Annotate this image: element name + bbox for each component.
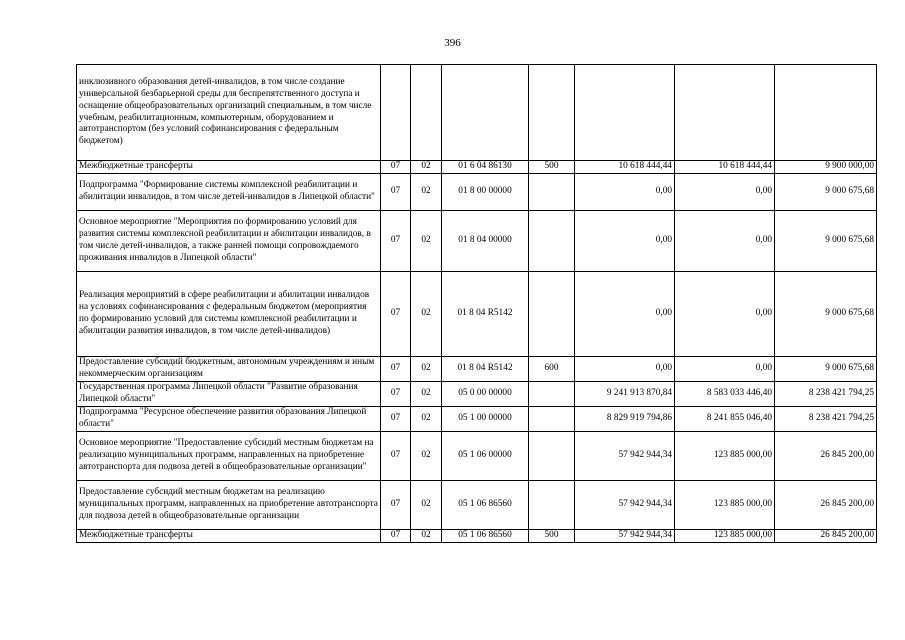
- section-cell: 07: [381, 161, 411, 174]
- row-name: Реализация мероприятий в сфере реабилитации и абилитации инвалидов на условиях софинансирования с федеральным бюджетом (мероприятия по формированию условий для системы комплексной реабилитации и абилитации развития инвалидов, в том числе детей-инвалидов): [77, 272, 381, 357]
- amount-year2-cell: 8 583 033 446,40: [675, 382, 775, 407]
- amount-year1-cell: 0,00: [575, 272, 675, 357]
- page-number: 396: [444, 37, 461, 49]
- subsection-cell: [411, 65, 442, 161]
- amount-year2-cell: 0,00: [675, 357, 775, 382]
- amount-year3-cell: 8 238 421 794,25: [775, 407, 877, 432]
- budget-table: [76, 64, 877, 543]
- section-cell: 07: [381, 272, 411, 357]
- section-cell: 07: [381, 357, 411, 382]
- amount-year1-cell: 0,00: [575, 211, 675, 272]
- row-name: инклюзивного образования детей-инвалидов, в том числе создание универсальной безбарьерной среды для беспрепятственного доступа и оснащение общеобразовательных организаций специальным, в том числе учебным, реабилитационным, компьютерным, оборудованием и автотранспортом (без условий софинансирования с федеральным бюджетом): [77, 65, 381, 161]
- subsection-cell: 02: [411, 530, 442, 543]
- amount-year3-cell: 9 000 675,68: [775, 357, 877, 382]
- section-cell: 07: [381, 211, 411, 272]
- row-name: Межбюджетные трансферты: [77, 161, 381, 174]
- expense-type-cell: [529, 174, 575, 211]
- expense-type-cell: [529, 432, 575, 481]
- subsection-cell: 02: [411, 357, 442, 382]
- amount-year3-cell: 9 000 675,68: [775, 211, 877, 272]
- amount-year1-cell: 8 829 919 794,86: [575, 407, 675, 432]
- amount-year1-cell: 9 241 913 870,84: [575, 382, 675, 407]
- amount-year3-cell: 26 845 200,00: [775, 481, 877, 530]
- subsection-cell: 02: [411, 211, 442, 272]
- amount-year3-cell: 26 845 200,00: [775, 432, 877, 481]
- target-article-cell: 01 8 04 00000: [442, 211, 529, 272]
- amount-year1-cell: 0,00: [575, 174, 675, 211]
- table-row: [77, 174, 877, 211]
- subsection-cell: 02: [411, 432, 442, 481]
- section-cell: 07: [381, 407, 411, 432]
- amount-year2-cell: 123 885 000,00: [675, 530, 775, 543]
- row-name: Предоставление субсидий местным бюджетам на реализацию муниципальных программ, направленных на приобретение автотранспорта для подвоза детей в общеобразовательные организации: [77, 481, 381, 530]
- amount-year1-cell: 57 942 944,34: [575, 432, 675, 481]
- target-article-cell: 05 1 00 00000: [442, 407, 529, 432]
- amount-year3-cell: 9 000 675,68: [775, 272, 877, 357]
- subsection-cell: 02: [411, 174, 442, 211]
- expense-type-cell: 500: [529, 161, 575, 174]
- target-article-cell: 05 1 06 00000: [442, 432, 529, 481]
- row-name: Подпрограмма "Ресурсное обеспечение развития образования Липецкой области": [77, 407, 381, 432]
- row-name: Предоставление субсидий бюджетным, автономным учреждениям и иным некоммерческим организациям: [77, 357, 381, 382]
- expense-type-cell: [529, 272, 575, 357]
- amount-year1-cell: [575, 65, 675, 161]
- target-article-cell: 01 8 04 R5142: [442, 272, 529, 357]
- table-row: [77, 65, 877, 161]
- amount-year3-cell: 8 238 421 794,25: [775, 382, 877, 407]
- row-name: Подпрограмма "Формирование системы комплексной реабилитации и абилитации инвалидов, в том числе детей-инвалидов в Липецкой области": [77, 174, 381, 211]
- target-article-cell: 05 1 06 86560: [442, 530, 529, 543]
- table-row: [77, 272, 877, 357]
- table-row: [77, 161, 877, 174]
- target-article-cell: 01 6 04 86130: [442, 161, 529, 174]
- amount-year2-cell: 8 241 855 046,40: [675, 407, 775, 432]
- amount-year3-cell: 9 900 000,00: [775, 161, 877, 174]
- subsection-cell: 02: [411, 382, 442, 407]
- section-cell: [381, 65, 411, 161]
- section-cell: 07: [381, 481, 411, 530]
- section-cell: 07: [381, 174, 411, 211]
- expense-type-cell: [529, 211, 575, 272]
- table-row: [77, 530, 877, 543]
- expense-type-cell: [529, 382, 575, 407]
- amount-year2-cell: 0,00: [675, 174, 775, 211]
- table-row: [77, 211, 877, 272]
- expense-type-cell: [529, 65, 575, 161]
- amount-year1-cell: 10 618 444,44: [575, 161, 675, 174]
- row-name: Межбюджетные трансферты: [77, 530, 381, 543]
- amount-year2-cell: 0,00: [675, 272, 775, 357]
- subsection-cell: 02: [411, 481, 442, 530]
- amount-year2-cell: 123 885 000,00: [675, 481, 775, 530]
- expense-type-cell: 500: [529, 530, 575, 543]
- amount-year1-cell: 57 942 944,34: [575, 481, 675, 530]
- amount-year2-cell: 0,00: [675, 211, 775, 272]
- section-cell: 07: [381, 382, 411, 407]
- target-article-cell: 05 0 00 00000: [442, 382, 529, 407]
- amount-year2-cell: [675, 65, 775, 161]
- table-row: [77, 407, 877, 432]
- subsection-cell: 02: [411, 272, 442, 357]
- target-article-cell: 05 1 06 86560: [442, 481, 529, 530]
- target-article-cell: [442, 65, 529, 161]
- expense-type-cell: 600: [529, 357, 575, 382]
- subsection-cell: 02: [411, 161, 442, 174]
- amount-year3-cell: 26 845 200,00: [775, 530, 877, 543]
- table-row: [77, 382, 877, 407]
- amount-year2-cell: 10 618 444,44: [675, 161, 775, 174]
- table-row: [77, 432, 877, 481]
- row-name: Основное мероприятие "Мероприятия по формированию условий для развития системы комплексной реабилитации и абилитации инвалидов, в том числе детей-инвалидов, а также ранней помощи сопровождаемого проживания инвалидов в Липецкой области": [77, 211, 381, 272]
- target-article-cell: 01 8 00 00000: [442, 174, 529, 211]
- target-article-cell: 01 8 04 R5142: [442, 357, 529, 382]
- subsection-cell: 02: [411, 407, 442, 432]
- table-row: [77, 357, 877, 382]
- amount-year1-cell: 57 942 944,34: [575, 530, 675, 543]
- row-name: Основное мероприятие "Предоставление субсидий местным бюджетам на реализацию муниципальных программ, направленных на приобретение автотранспорта для подвоза детей в общеобразовательные организации": [77, 432, 381, 481]
- section-cell: 07: [381, 432, 411, 481]
- expense-type-cell: [529, 481, 575, 530]
- amount-year3-cell: [775, 65, 877, 161]
- amount-year3-cell: 9 000 675,68: [775, 174, 877, 211]
- section-cell: 07: [381, 530, 411, 543]
- amount-year2-cell: 123 885 000,00: [675, 432, 775, 481]
- row-name: Государственная программа Липецкой области "Развитие образования Липецкой области": [77, 382, 381, 407]
- table-row: [77, 481, 877, 530]
- amount-year1-cell: 0,00: [575, 357, 675, 382]
- expense-type-cell: [529, 407, 575, 432]
